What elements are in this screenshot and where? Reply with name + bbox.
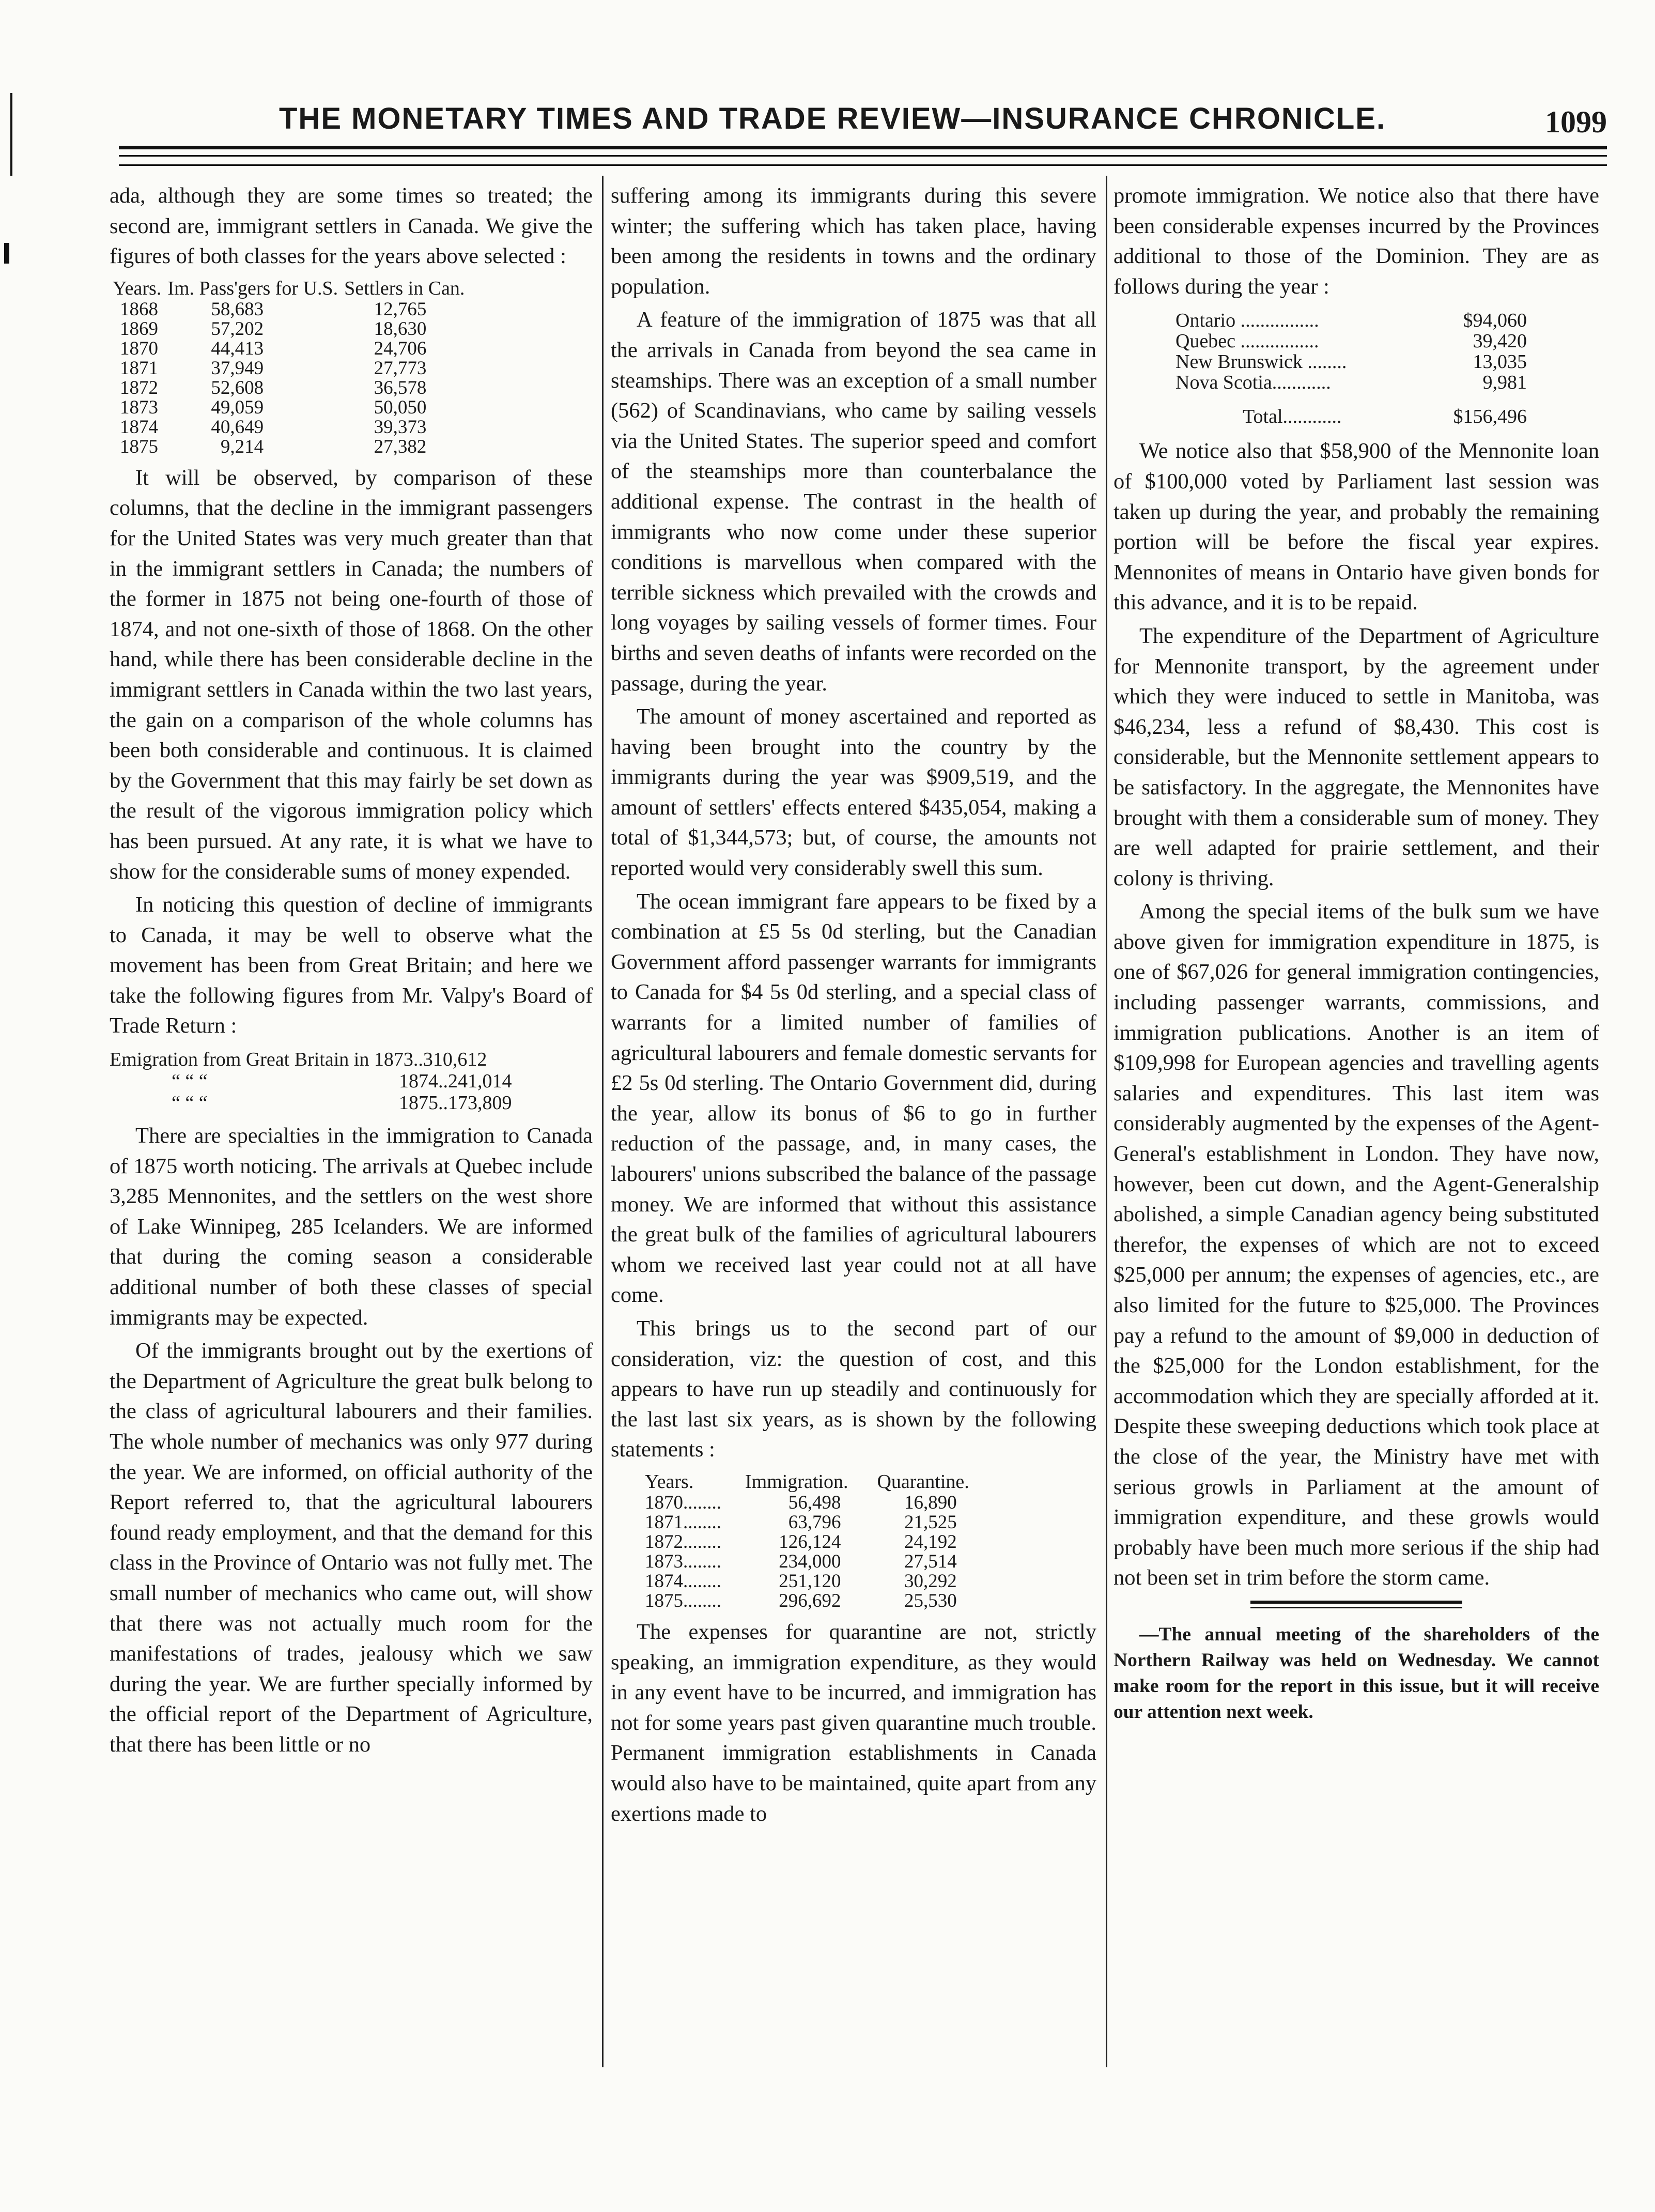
table-cell: 24,192 bbox=[904, 1531, 957, 1553]
paragraph: ada, although they are some times so treated; the second are, immigrant settlers in Canada. We give the figures of both classes for the years above selected : bbox=[110, 183, 593, 269]
table-cell: 296,692 bbox=[779, 1590, 841, 1611]
table-row bbox=[110, 359, 468, 378]
province-name: Ontario ................ bbox=[1175, 310, 1319, 332]
table-row bbox=[110, 378, 468, 398]
table-cell: 58,683 bbox=[211, 298, 264, 320]
paragraph: The expenditure of the Department of Agriculture for Mennonite transport, by the agreement under which they were induced to settle in Manitoba, was $46,234, less a refund of $8,430. This cost is considerable, but the Mennonite settlement appears to be satisfactory. In the aggregate, the Mennonites have brought with them a considerable sum of money. They are well adapted for prairie settlement, and their colony is thriving. bbox=[1113, 623, 1599, 890]
emigration-line bbox=[110, 1092, 593, 1114]
table-cell: 44,413 bbox=[211, 337, 264, 359]
table-cell: 1870 bbox=[120, 337, 158, 359]
scan-margin-mark bbox=[4, 243, 9, 264]
table-row bbox=[110, 319, 468, 339]
emigration-line: Emigration from Great Britain in 1873..310,612 bbox=[110, 1049, 487, 1071]
ditto-marks: “ “ “ bbox=[172, 1092, 208, 1114]
paragraph: The ocean immigrant fare appears to be fixed by a combination at £5 5s 0d sterling, but the Canadian Government afford passenger warrants for immigrants to Canada for $4 5s 0d sterling, and a special class of warrants for a limited number of families of agricultural labourers and female domestic servants for £2 5s 0d sterling. The Ontario Government did, during the year, allow its bonus of $6 to go in further reduction of the passage, and, in many cases, the labourers' unions subscribed the balance of the passage money. We are informed that without this assistance the great bulk of the families of agricultural labourers whom we received last year could not at all have come. bbox=[611, 889, 1096, 1308]
table-cell: 50,050 bbox=[374, 396, 427, 418]
emigration-value: 1874..241,014 bbox=[399, 1070, 512, 1093]
province-amount: 39,420 bbox=[1473, 330, 1527, 352]
table-row bbox=[642, 1513, 972, 1532]
table-row bbox=[110, 398, 468, 418]
province-name: New Brunswick ........ bbox=[1175, 351, 1347, 373]
table-cell: 56,498 bbox=[788, 1492, 841, 1513]
paragraph: The expenses for quarantine are not, strictly speaking, an immigration expenditure, as they would in any event have to be incurred, and immigration has not for some years past given quarantine much trouble. Permanent immigration establishments in Canada would also have to be maintained, quite apart from any exertions made to bbox=[611, 1619, 1096, 1826]
paragraph: promote immigration. We notice also that there have been considerable expenses incurred by the Provinces additional to those of the Dominion. They are as follows during the year : bbox=[1113, 183, 1599, 299]
header-rule-thick bbox=[119, 146, 1607, 149]
column-divider-2 bbox=[1106, 176, 1107, 2067]
table-cell: 234,000 bbox=[779, 1550, 841, 1572]
paragraph: There are specialties in the immigration to Canada of 1875 worth noticing. The arrivals at Quebec include 3,285 Mennonites, and the settlers on the west shore of Lake Winnipeg, 285 Icelanders. We are informed that during the coming season a considerable additional number of both these classes of special immigrants may be expected. bbox=[110, 1124, 593, 1330]
table-cell: 1868 bbox=[120, 298, 158, 320]
table-cell: 12,765 bbox=[374, 298, 427, 320]
table-cell: 63,796 bbox=[788, 1511, 841, 1533]
paragraph: In noticing this question of decline of immigrants to Canada, it may be well to observe what the movement has been from Great Britain; and here we take the following figures from Mr. Valpy's Board of Trade Return : bbox=[110, 893, 593, 1038]
province-name: Nova Scotia............ bbox=[1175, 372, 1331, 394]
table-row bbox=[110, 437, 468, 457]
table-cell: 27,382 bbox=[374, 436, 427, 457]
table-cell: 1872 bbox=[120, 377, 158, 398]
table-cell: 1874 bbox=[120, 416, 158, 438]
section-rule-thick bbox=[1250, 1601, 1462, 1604]
table-cell: 1874........ bbox=[645, 1570, 721, 1592]
table-row bbox=[110, 300, 468, 319]
provinces-total bbox=[1243, 406, 1527, 427]
table-row bbox=[110, 339, 468, 359]
masthead-title: THE MONETARY TIMES AND TRADE REVIEW—INSURANCE CHRONICLE. bbox=[279, 102, 1386, 135]
table-row bbox=[110, 418, 468, 437]
paragraph: It will be observed, by comparison of these columns, that the decline in the immigrant passengers for the United States was very much greater than that in the immigrant settlers in Canada; the numbers of the former in 1875 not being one-fourth of those of 1874, and not one-sixth of those of 1868. On the other hand, while there has been considerable decline in the immigrant settlers in Canada within the two last years, the gain on a comparison of the whole columns has been both considerable and continuous. It is claimed by the Government that this may fairly be set down as the result of the vigorous immigration policy which has been pursued. At any rate, it is what we have to show for the considerable sums of money expended. bbox=[110, 465, 593, 884]
table-cell: 57,202 bbox=[211, 318, 264, 340]
table-cell: 27,514 bbox=[904, 1550, 957, 1572]
table-cell: 1872........ bbox=[645, 1531, 721, 1553]
provincial-expenses bbox=[1175, 310, 1599, 427]
news-note: —The annual meeting of the shareholders of the Northern Railway was held on Wednesday. We cannot make room for the report in this issue, but it will receive our attention next week. bbox=[1113, 1623, 1599, 1723]
total-label: Total............ bbox=[1243, 406, 1342, 428]
paragraph: Of the immigrants brought out by the exertions of the Department of Agriculture the great bulk belong to the class of agricultural labourers and their families. The whole number of mechanics was only 977 during the year. We are informed, on official authority of the Report referred to, that the agricultural labourers found ready employment, and that the demand for this class in the Province of Ontario was not fully met. The small number of mechanics who came out, will show that there was not actually much room for the manifestations of trades, jealousy which we saw during the year. We are further specially informed by the official report of the Department of Agriculture, that there has been little or no bbox=[110, 1339, 593, 1757]
column-1 bbox=[110, 181, 593, 1763]
table-row bbox=[642, 1591, 972, 1611]
table-cell: 37,949 bbox=[211, 357, 264, 379]
emigration-value: 1875..173,809 bbox=[399, 1092, 512, 1114]
table-cell: 1875 bbox=[120, 436, 158, 457]
table-row bbox=[642, 1552, 972, 1572]
ditto-marks: “ “ “ bbox=[172, 1070, 208, 1093]
table-header: Settlers in Can. bbox=[344, 277, 465, 299]
province-amount: 13,035 bbox=[1473, 351, 1527, 373]
table-header: Years. bbox=[113, 277, 162, 299]
header-rule-thin bbox=[119, 155, 1607, 157]
table-header-row bbox=[110, 277, 468, 300]
paragraph: This brings us to the second part of our consideration, viz: the question of cost, and this appears to have run up steadily and continuously for the last last six years, as is shown by the following statements : bbox=[611, 1316, 1096, 1462]
table-cell: 49,059 bbox=[211, 396, 264, 418]
paragraph: Among the special items of the bulk sum we have above given for immigration expenditure in 1875, is one of $67,026 for general immigration contingencies, including passenger warrants, commissions, and immigration publications. Another is an item of $109,998 for European agencies and travelling agents salaries and expenditures. This last item was considerably augmented by the expenses of the Agent-General's establishment in London. They have now, however, been cut down, and the Agent-Generalship abolished, a simple Canadian agency being substituted therefor, the expenses of which are not to exceed $25,000 per annum; the expenses of agencies, etc., are also limited for the future to $25,000. The Provinces pay a refund to the amount of $9,000 in deduction of the $25,000 for the London establishment, for the accommodation which they are specially afforded at it. Despite these sweeping deductions which took place at the close of the year, the Ministry have met with serious growls in Parliament at the amount of immigration expenditure, and these growls would probably have been much more serious if the ship had not been set in trim before the storm came. bbox=[1113, 899, 1599, 1590]
table-cell: 39,373 bbox=[374, 416, 427, 438]
paragraph: The amount of money ascertained and reported as having been brought into the country by the immigrants during the year was $909,519, and the amount of settlers' effects entered $435,054, making a total of $1,344,573; but, of course, the amounts not reported would very considerably swell this sum. bbox=[611, 704, 1096, 881]
column-divider-1 bbox=[602, 176, 604, 2067]
table-row bbox=[642, 1532, 972, 1552]
immigrant-table bbox=[110, 277, 468, 457]
table-cell: 1873........ bbox=[645, 1550, 721, 1572]
province-amount: $94,060 bbox=[1463, 310, 1527, 332]
table-cell: 126,124 bbox=[779, 1531, 841, 1553]
list-item bbox=[1175, 372, 1527, 393]
table-row bbox=[642, 1572, 972, 1591]
section-rule-thin bbox=[1250, 1607, 1462, 1608]
table-cell: 27,773 bbox=[374, 357, 427, 379]
table-header-row bbox=[642, 1470, 972, 1493]
paragraph: A feature of the immigration of 1875 was that all the arrivals in Canada from beyond the sea came in steamships. There was an exception of a small number (562) of Scandinavians, who came by sailing vessels via the United States. The superior speed and comfort of the steamships more than counterbalance the additional expense. The contrast in the health of immigrants who now come under these superior conditions is marvellous when compared with the terrible sickness which prevailed with the crowds and long voyages by sailing vessels of former times. Four births and seven deaths of infants were recorded on the passage, during the year. bbox=[611, 308, 1096, 696]
paragraph: We notice also that $58,900 of the Mennonite loan of $100,000 voted by Parliament last session was taken up during the year, and probably the remaining portion will be before the fiscal year expires. Mennonites of means in Ontario have given bonds for this advance, and it is to be repaid. bbox=[1113, 439, 1599, 615]
province-name: Quebec ................ bbox=[1175, 330, 1319, 352]
table-cell: 1873 bbox=[120, 396, 158, 418]
table-cell: 9,214 bbox=[220, 436, 264, 457]
table-header: Immigration. bbox=[745, 1470, 848, 1493]
table-cell: 1871 bbox=[120, 357, 158, 379]
header-rule-thin-2 bbox=[119, 164, 1607, 166]
table-cell: 30,292 bbox=[904, 1570, 957, 1592]
table-cell: 36,578 bbox=[374, 377, 427, 398]
total-amount: $156,496 bbox=[1453, 406, 1527, 428]
list-item bbox=[1175, 310, 1527, 331]
emigration-figures bbox=[110, 1049, 593, 1114]
scan-margin-mark bbox=[10, 93, 12, 176]
table-cell: 1870........ bbox=[645, 1492, 721, 1513]
table-cell: 40,649 bbox=[211, 416, 264, 438]
list-item bbox=[1175, 331, 1527, 351]
table-header: Quarantine. bbox=[877, 1470, 969, 1493]
table-cell: 1869 bbox=[120, 318, 158, 340]
table-cell: 21,525 bbox=[904, 1511, 957, 1533]
column-2 bbox=[611, 181, 1096, 1832]
list-item bbox=[1175, 351, 1527, 372]
page-header bbox=[119, 101, 1607, 148]
cost-table bbox=[642, 1470, 972, 1611]
table-cell: 52,608 bbox=[211, 377, 264, 398]
table-cell: 1875........ bbox=[645, 1590, 721, 1611]
table-cell: 16,890 bbox=[904, 1492, 957, 1513]
table-cell: 1871........ bbox=[645, 1511, 721, 1533]
table-cell: 24,706 bbox=[374, 337, 427, 359]
table-cell: 18,630 bbox=[374, 318, 427, 340]
table-header: Years. bbox=[645, 1470, 694, 1493]
table-cell: 251,120 bbox=[779, 1570, 841, 1592]
table-row bbox=[642, 1493, 972, 1513]
paragraph: suffering among its immigrants during this severe winter; the suffering which has taken place, having been among the residents in towns and the ordinary population. bbox=[611, 183, 1096, 299]
column-3 bbox=[1113, 181, 1599, 1728]
page-number: 1099 bbox=[1545, 105, 1607, 139]
emigration-line bbox=[110, 1070, 593, 1092]
province-amount: 9,981 bbox=[1482, 372, 1527, 394]
table-cell: 25,530 bbox=[904, 1590, 957, 1611]
table-header: Im. Pass'gers for U.S. bbox=[167, 277, 338, 299]
